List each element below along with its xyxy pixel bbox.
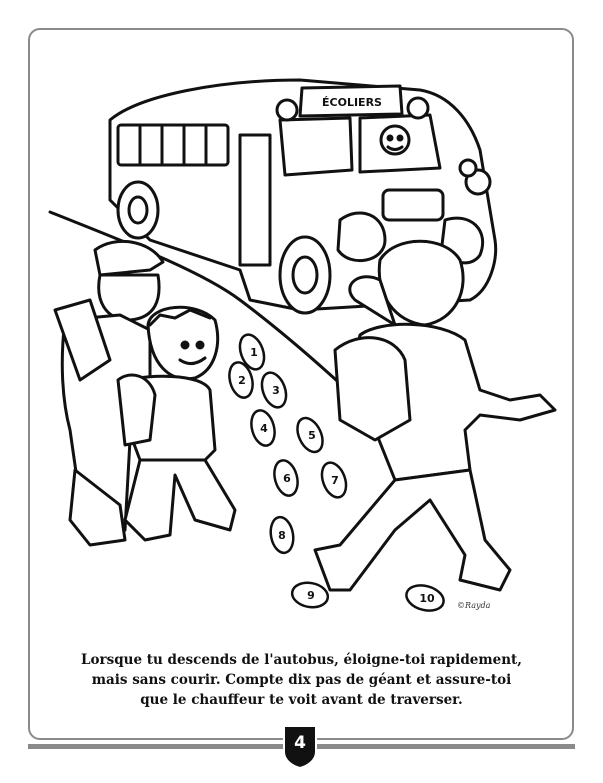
- page-number: 4: [294, 733, 306, 753]
- footprint-number: 1: [250, 346, 258, 359]
- footprint-number: 7: [331, 474, 339, 487]
- caption-line: mais sans courir. Compte dix pas de géant et assure-toi: [91, 672, 512, 688]
- footprint-number: 4: [260, 422, 268, 435]
- girl-walking-drawing: [315, 241, 555, 590]
- instruction-caption: [40, 650, 563, 710]
- caption-line: que le chauffeur te voit avant de traverser.: [140, 692, 463, 708]
- footprint-number: 2: [238, 374, 246, 387]
- bus-sign-text: ÉCOLIERS: [322, 96, 382, 109]
- footprint-number: 5: [308, 429, 316, 442]
- footprint-number: 9: [307, 589, 315, 602]
- footprint-number: 6: [283, 472, 291, 485]
- caption-line: Lorsque tu descends de l'autobus, éloigne-toi rapidement,: [81, 652, 522, 668]
- footprint-number: 8: [278, 529, 286, 542]
- footprint-number: 3: [272, 384, 280, 397]
- artist-signature: ©Rayda: [457, 601, 491, 610]
- footprint-number: 10: [419, 592, 435, 605]
